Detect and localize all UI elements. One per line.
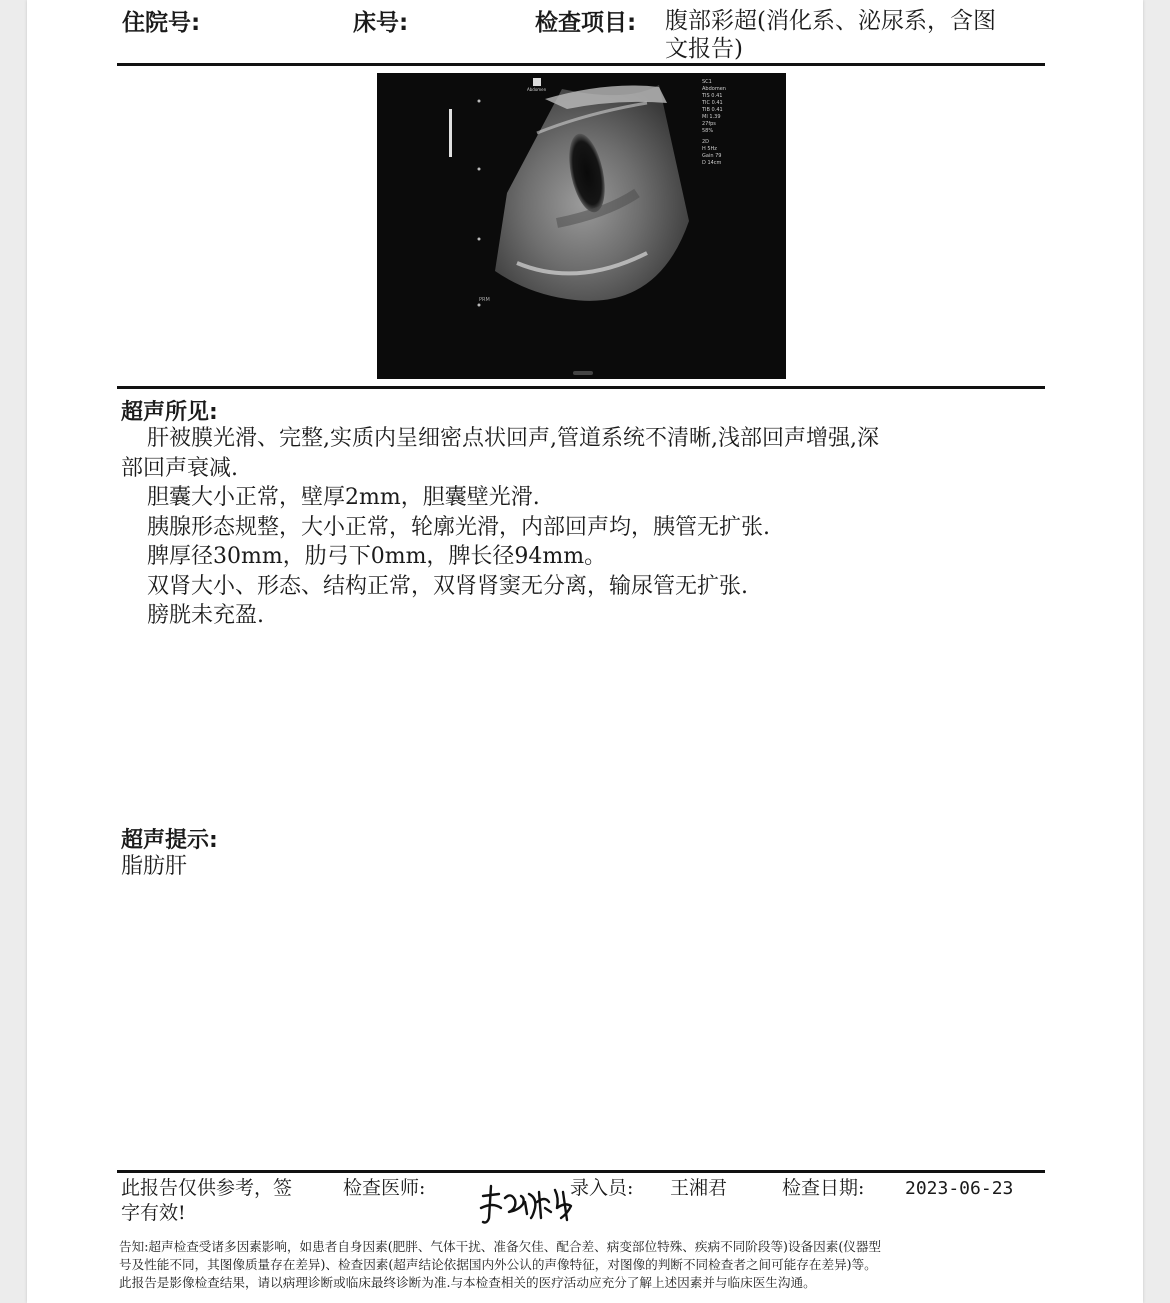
scanner-info-0: SC1: [702, 79, 712, 85]
scanner-preset-label: Abdomen: [527, 87, 547, 92]
scanner-info-4: TIB 0.41: [702, 107, 723, 113]
doctor-label: 检查医师:: [343, 1177, 426, 1199]
recorder-label: 录入员:: [570, 1177, 634, 1199]
footer-divider: [117, 1170, 1045, 1173]
scanner-info-8: 2D: [702, 139, 710, 145]
scanner-info-2: TIS 0.41: [702, 93, 723, 99]
recorder-name: 王湘君: [670, 1177, 728, 1199]
finding-line: 脾厚径30mm，肋弓下0mm，脾长径94mm。: [147, 544, 607, 569]
report-page: [27, 0, 1143, 1303]
image-divider: [117, 386, 1045, 389]
bed-number-label: 床号:: [353, 10, 409, 36]
finding-line: 膀胱未充盈.: [147, 603, 264, 628]
finding-line: 胰腺形态规整，大小正常，轮廓光滑，内部回声均，胰管无扩张.: [147, 515, 770, 540]
impression-title: 超声提示:: [121, 828, 218, 853]
header-divider: [117, 63, 1045, 66]
scanner-info-7: 58%: [702, 128, 714, 134]
findings-title: 超声所见:: [121, 400, 218, 425]
scanner-info-3: TIC 0.41: [702, 100, 723, 106]
scanner-info-10: Gain 79: [702, 153, 722, 159]
scanner-bottom-label: PRM: [479, 297, 490, 303]
impression-text: 脂肪肝: [121, 854, 188, 879]
scanner-info-9: H 5Hz: [702, 146, 717, 152]
ultrasound-image: [377, 73, 786, 379]
exam-date-label: 检查日期:: [782, 1177, 865, 1199]
ultrasound-scan-graphic: [377, 73, 786, 379]
scanner-info-11: D 14cm: [702, 160, 722, 166]
notice-line1: 告知:超声检查受诸多因素影响，如患者自身因素(肥胖、气体干扰、准备欠佳、配合差、病变部位特殊、疾病不同阶段等)设备因素(仪器型: [119, 1239, 882, 1254]
exam-item-label: 检查项目:: [535, 10, 637, 36]
scanner-info-1: Abdomen: [702, 86, 726, 92]
finding-line: 胆囊大小正常，壁厚2mm，胆囊壁光滑.: [147, 485, 540, 510]
disclaimer-line2: 字有效!: [121, 1202, 186, 1224]
exam-date-value: 2023-06-23: [905, 1178, 1014, 1199]
exam-item-value-line1: 腹部彩超(消化系、泌尿系，含图: [665, 8, 996, 34]
notice-line3: 此报告是影像检查结果，请以病理诊断或临床最终诊断为准.与本检查相关的医疗活动应充分了解上述因素并与临床医生沟通。: [119, 1275, 816, 1290]
doctor-signature: [475, 1178, 585, 1230]
notice-line2: 号及性能不同，其图像质量存在差异)、检查因素(超声结论依据国内外公认的声像特征，对图像的判断不同检查者之间可能存在差异)等。: [119, 1257, 877, 1272]
finding-line: 部回声衰减.: [121, 456, 238, 481]
inpatient-number-label: 住院号:: [122, 10, 201, 36]
finding-line: 肝被膜光滑、完整,实质内呈细密点状回声,管道系统不清晰,浅部回声增强,深: [147, 426, 879, 451]
finding-line: 双肾大小、形态、结构正常，双肾肾窦无分离，输尿管无扩张.: [147, 574, 748, 599]
scanner-info-6: 27fps: [702, 121, 716, 127]
exam-item-value-line2: 文报告): [665, 36, 743, 62]
disclaimer-line1: 此报告仅供参考，签: [121, 1177, 293, 1199]
scanner-info-5: MI 1.39: [702, 114, 721, 120]
